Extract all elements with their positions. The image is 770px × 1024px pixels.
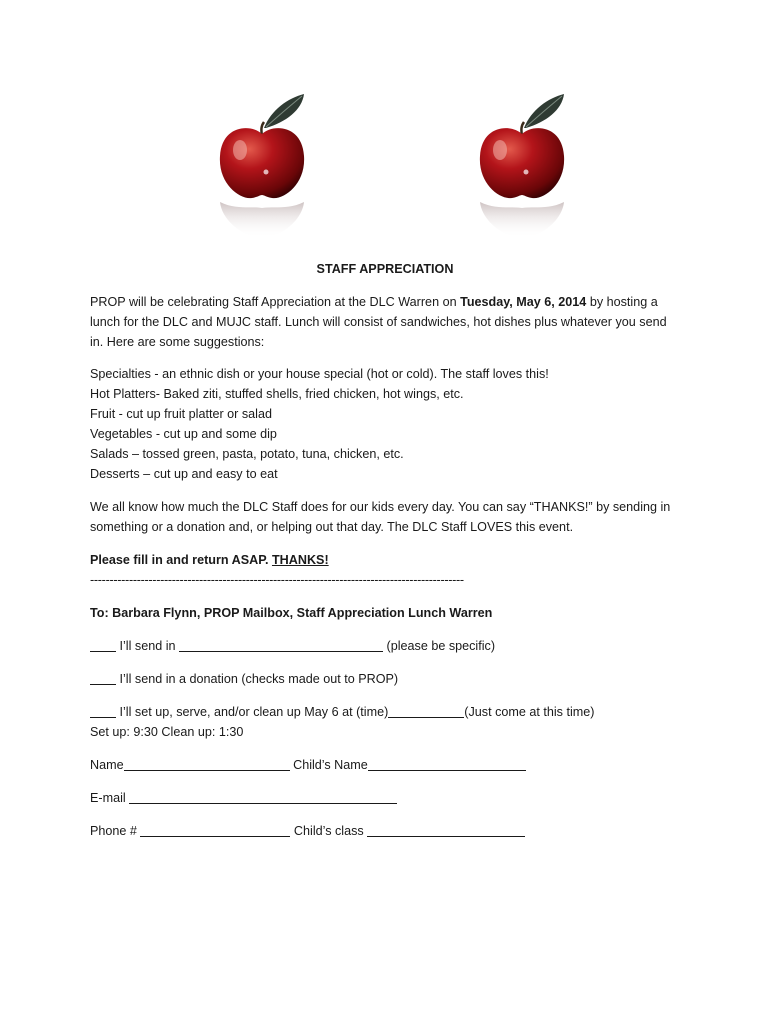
child-class-field[interactable]	[367, 823, 525, 837]
intro-text-cont: by hosting a	[586, 295, 658, 309]
return-note-text: Please fill in and return ASAP.	[90, 553, 272, 567]
setup-label: I’ll set up, serve, and/or clean up May 6 at (time)	[119, 705, 389, 719]
setup-checkbox-blank[interactable]	[90, 704, 116, 718]
donation-row	[90, 669, 690, 689]
cut-line-divider: ------------------------------------------------------------------------------------------------	[90, 573, 464, 587]
cleanup-time-text: Clean up: 1:30	[161, 725, 244, 739]
page-title: STAFF APPRECIATION	[316, 262, 454, 276]
phone-field[interactable]	[140, 823, 290, 837]
setup-row	[90, 702, 690, 722]
child-name-field[interactable]	[368, 757, 526, 771]
document-body	[90, 292, 690, 841]
suggestion-item: Vegetables - cut up and some dip	[90, 427, 277, 441]
suggestion-item: Hot Platters- Baked ziti, stuffed shells, fried chicken, hot wings, etc.	[90, 387, 464, 401]
child-name-label: Child’s Name	[293, 758, 368, 772]
send-in-label: I’ll send in	[119, 639, 176, 653]
return-note-thanks: THANKS!	[271, 553, 329, 567]
name-label: Name	[90, 758, 124, 772]
send-in-hint: (please be specific)	[386, 639, 496, 653]
send-in-row	[90, 636, 690, 656]
schedule-row	[90, 722, 690, 742]
donation-checkbox-blank[interactable]	[90, 671, 116, 685]
intro-line-3: in. Here are some suggestions:	[90, 335, 265, 349]
email-label: E-mail	[90, 791, 126, 805]
intro-text: PROP will be celebrating Staff Appreciation at the DLC Warren on	[90, 295, 461, 309]
intro-line-2: lunch for the DLC and MUJC staff. Lunch will consist of sandwiches, hot dishes plus whatever you send	[90, 315, 667, 329]
setup-time-field[interactable]	[388, 704, 464, 718]
name-field[interactable]	[124, 757, 290, 771]
suggestion-item: Fruit - cut up fruit platter or salad	[90, 407, 272, 421]
setup-time-text: Set up: 9:30	[90, 725, 158, 739]
phone-row	[90, 821, 690, 841]
suggestion-item: Desserts – cut up and easy to eat	[90, 467, 278, 481]
email-row	[90, 788, 690, 808]
form-recipient	[90, 603, 690, 623]
closing-line-2: something or a donation and, or helping out that day. The DLC Staff LOVES this event.	[90, 520, 574, 534]
suggestions-list	[90, 364, 690, 484]
email-field[interactable]	[129, 790, 397, 804]
closing-paragraph	[90, 497, 690, 537]
suggestion-item: Specialties - an ethnic dish or your house special (hot or cold). The staff loves this!	[90, 367, 549, 381]
send-in-checkbox-blank[interactable]	[90, 638, 116, 652]
donation-label: I’ll send in a donation (checks made out to PROP)	[119, 672, 399, 686]
setup-hint: (Just come at this time)	[464, 705, 595, 719]
intro-paragraph	[90, 292, 690, 352]
apple-illustration-left	[216, 92, 308, 242]
suggestion-item: Salads – tossed green, pasta, potato, tuna, chicken, etc.	[90, 447, 404, 461]
send-in-item-field[interactable]	[179, 638, 383, 652]
closing-line-1: We all know how much the DLC Staff does for our kids every day. You can say “THANKS!” by sending in	[90, 500, 671, 514]
form-recipient-text: To: Barbara Flynn, PROP Mailbox, Staff Appreciation Lunch Warren	[90, 606, 493, 620]
apple-illustration-right	[476, 92, 568, 242]
name-row	[90, 755, 690, 775]
child-class-label: Child’s class	[293, 824, 364, 838]
phone-label: Phone #	[90, 824, 137, 838]
return-note	[90, 550, 690, 570]
event-date: Tuesday, May 6, 2014	[460, 295, 587, 309]
